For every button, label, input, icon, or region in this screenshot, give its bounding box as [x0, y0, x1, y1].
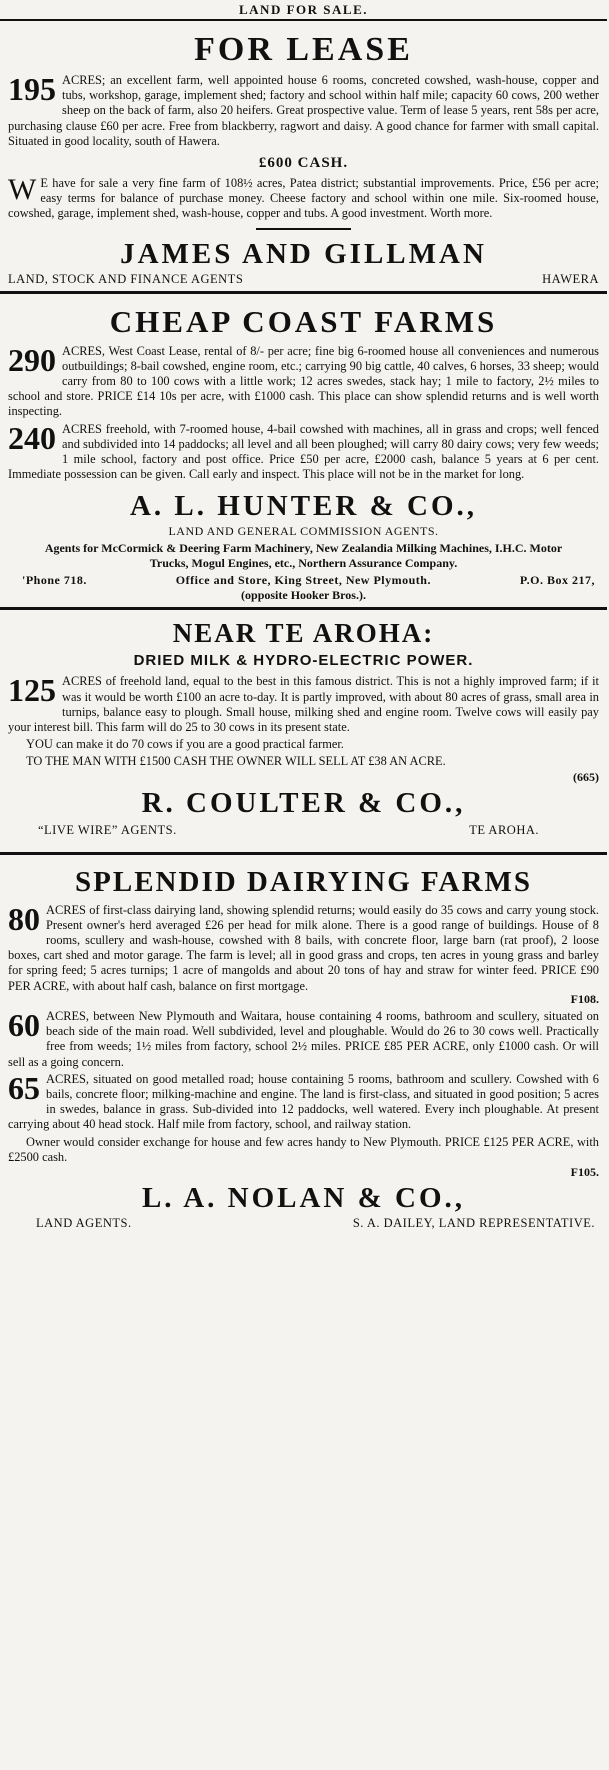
coast-ad-2 [8, 419, 599, 483]
agent-name: L. A. NOLAN & CO., [141, 1181, 466, 1214]
acreage-number: 60 [8, 1006, 40, 1043]
agent-footer [8, 272, 599, 287]
divider [0, 19, 607, 21]
acreage-number: 65 [8, 1069, 40, 1106]
divider [0, 291, 607, 294]
acreage-number: 195 [8, 71, 56, 107]
phone: 'Phone 718. [22, 573, 87, 588]
agent-name: A. L. HUNTER & CO., [129, 490, 477, 523]
agent-town: HAWERA [542, 271, 599, 286]
lease-ad-1 [8, 73, 599, 149]
agent-name: R. COULTER & CO., [141, 786, 466, 819]
agent-representative: S. A. DAILEY, LAND REPRESENTATIVE. [352, 1215, 595, 1230]
ad-reference: (665) [573, 769, 599, 784]
office-address: Office and Store, King Street, New Plymouth. [175, 573, 431, 588]
ad-text: ACRES, between New Plymouth and Waitara, house containing 4 rooms, bathroom and scullery, situated on beach side of the main road. Well subdivided, level and ploughable. Would do 26 to 30 cows well. Practically free from weeds; 1½ miles from factory, school 2½ miles. PRICE £85 PER ACRE, only £1000 cash. Or will sell as a going concern. [8, 1008, 599, 1069]
coast-title: CHEAP COAST FARMS [109, 303, 498, 339]
acreage-number: 125 [8, 672, 56, 709]
po-box: P.O. Box 217, [519, 573, 595, 588]
contact-line [8, 571, 599, 588]
ad-text: E have for sale a very fine farm of 108½ acres, Patea district; substantial improvements. Price, £56 per acre; easy terms for balance of purchase money. Cheese factory and school within one mile. Six-roomed house, cowshed, garage, implement shed, wash-house, copper and tubs. A good investment. Worth more. [8, 176, 599, 221]
ad-text: ACRES, West Coast Lease, rental of 8/- per acre; fine big 6-roomed house all conveniences and numerous outbuildings; 8-bail cowshed, engine room, etc.; carrying 90 big cattle, 40 calves, 6 horses, 33 sheep; would carry from 80 to 100 cows with a little work; 12 acres swedes, stack hay; 1 mile to factory, 2½ miles to school and store. PRICE £14 10s per acre, with £1000 cash. This place can show splendid returns and is well worth inspecting. [8, 343, 599, 419]
section-header: LAND FOR SALE. [239, 2, 368, 17]
aroha-subtitle: DRIED MILK & HYDRO-ELECTRIC POWER. [133, 652, 474, 670]
agent-town: TE AROHA. [469, 822, 539, 837]
lease-ad-2 [8, 173, 599, 222]
ad-text: ACRES freehold, with 7-roomed house, 4-bail cowshed with machines, all in grass and crops; well fenced and subdivided into 14 paddocks; all level and all been ploughed; will carry 80 dairy cows; very few weeds; 1 mile school, factory and post office. Price £50 per acre, £2000 cash, balance 5 years at 6 per cent. Immediate possession can be given. Call early and inspect. This place will not be in the market for long. [8, 421, 599, 482]
splendid-ad-2 [8, 1006, 599, 1070]
agent-description: “LIVE WIRE” AGENTS. [38, 822, 177, 837]
drop-cap: W [8, 173, 37, 207]
ad-text: ACRES, situated on good metalled road; house containing 5 rooms, bathroom and scullery. Cowshed with 6 bails, concrete floor; milking-machine and engine. The land is first-class, and situated in good position; 5 acres in swedes, balance in grass. Sub-divided into 12 paddocks, well watered. Every inch ploughable. At present carrying about 40 head stock. Half mile from factory, school, and railway station. [8, 1071, 599, 1132]
coast-advert [8, 302, 599, 604]
agents-for: Agents for McCormick & Deering Farm Machinery, New Zealandia Milking Machines, I.H.C. Motor Trucks, Mogul Engines, etc., Northern Assurance Company. [44, 541, 563, 571]
ad-reference: F105. [570, 1164, 599, 1179]
aroha-ad [8, 674, 599, 735]
splendid-title: SPLENDID DAIRYING FARMS [75, 865, 532, 898]
coast-ad-1 [8, 341, 599, 420]
opposite-note: (opposite Hooker Bros.). [241, 588, 366, 603]
ad-text: ACRES of freehold land, equal to the best in this famous district. This is not a highly improved farm; if it was it would be worth £100 an acre to-day. It is partly improved, with about 80 acres of grass, small area in turnips, balance easy to plough. Small house, milking shed and engine room. Twelve cows will easily pay your interest bill. This farm will do 25 to 30 cows in its present state. [8, 674, 599, 735]
divider [0, 607, 607, 610]
agent-name: JAMES AND GILLMAN [120, 237, 487, 270]
lease-title: FOR LEASE [194, 31, 413, 68]
ad-text: ACRES; an excellent farm, well appointed house 6 rooms, concreted cowshed, wash-house, copper and tubs, workshop, garage, implement shed; factory and school within half mile; capacity 60 cows, 200 wether sheep on the back of farm, also 20 heifers. Great prospective value. Term of lease 5 years, rent 58s per acre, purchasing clause £60 per acre. Free from blackberry, ragwort and daisy. A good chance for farmer with small capital. Situated in good locality, south of Hawera. [8, 73, 599, 148]
agent-footer [8, 1216, 599, 1231]
acreage-number: 80 [8, 900, 40, 937]
splendid-ad-3-line-2: Owner would consider exchange for house and few acres handy to New Plymouth. PRICE £125 PER ACRE, with £2500 cash. [8, 1134, 599, 1164]
ad-text: ACRES of first-class dairying land, showing splendid returns; would easily do 35 cows and carry young stock. Present owner's herd averaged £26 per head for milk alone. There is a good range of buildings. House of 8 rooms, scullery and wash-house, cowshed with 8 bails, with concrete floor, large barn (rat proof), 2 loose boxes, cart shed and motor garage. The farm is level; all in good grass and crops, ten acres in young grass and barley for spring feed; 5 acres turnips; 1 acre of mangolds and about 20 tons of hay and straw for winter feed. PRICE £90 PER ACRE, with about half cash, balance on first mortgage. [8, 902, 599, 993]
agent-description: LAND, STOCK AND FINANCE AGENTS [8, 271, 244, 286]
acreage-number: 240 [8, 419, 56, 456]
aroha-title: NEAR TE AROHA: [172, 618, 435, 649]
short-divider [256, 228, 351, 230]
aroha-advert [8, 616, 599, 837]
agent-description: LAND AGENTS. [36, 1215, 132, 1230]
cash-line: £600 CASH. [258, 155, 349, 172]
ad-reference: F108. [570, 991, 599, 1006]
aroha-line-3: TO THE MAN WITH £1500 CASH THE OWNER WILL SELL AT £38 AN ACRE. [26, 754, 446, 769]
acreage-number: 290 [8, 341, 56, 378]
agent-subtitle: LAND AND GENERAL COMMISSION AGENTS. [168, 524, 439, 539]
agent-footer [8, 821, 599, 838]
splendid-ad-1 [8, 900, 599, 994]
splendid-advert [8, 863, 599, 1231]
divider [0, 852, 607, 855]
splendid-ad-3 [8, 1069, 599, 1133]
aroha-line-2: YOU can make it do 70 cows if you are a good practical farmer. [26, 737, 344, 752]
lease-advert [8, 29, 599, 287]
